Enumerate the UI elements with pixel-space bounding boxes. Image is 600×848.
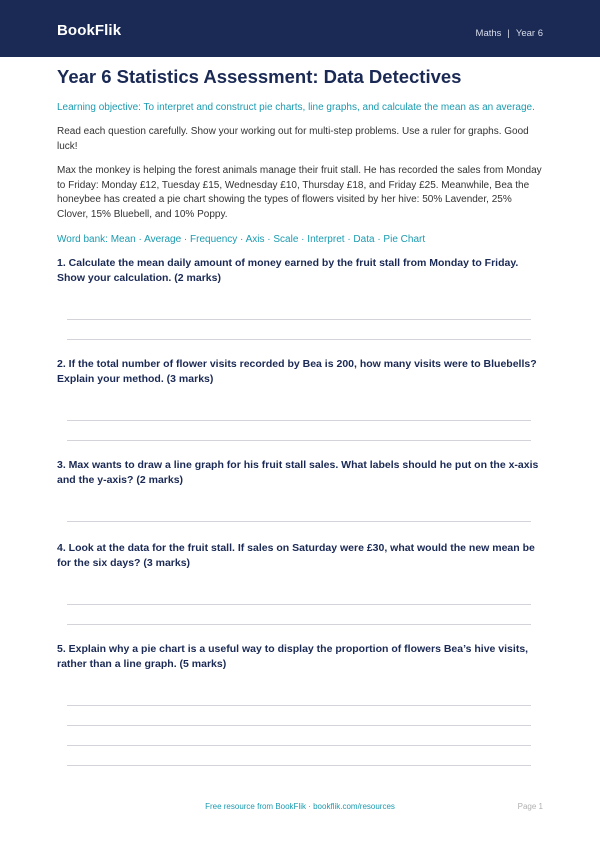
footer-link[interactable]: Free resource from BookFlik · bookflik.com/resources <box>205 802 395 811</box>
question-4-text: 4. Look at the data for the fruit stall. If sales on Saturday were £30, what would the new mean be for the six days? (3 marks) <box>57 542 535 569</box>
scenario-text: Max the monkey is helping the forest animals manage their fruit stall. He has recorded the sales from Monday to Friday: Monday £12, Tuesday £15, Wednesday £10, Thursday £18, and Friday £25. Meanwhile, Bea the honeybee has created a pie chart showing the types of flowers visited by her hive: 50% Lavender, 25% Clover, 15% Bluebell, and 10% Poppy. <box>57 165 542 220</box>
page-footer <box>0 802 600 816</box>
meta-separator: | <box>507 28 510 39</box>
answer-line[interactable] <box>67 765 531 766</box>
answer-line[interactable] <box>67 319 531 320</box>
instructions: Read each question carefully. Show your working out for multi-step problems. Use a ruler for graphs. Good luck! <box>57 126 529 152</box>
question-5-text: 5. Explain why a pie chart is a useful way to display the proportion of flowers Bea’s hive visits, rather than a line graph. (5 marks) <box>57 643 529 670</box>
answer-line[interactable] <box>67 705 531 706</box>
question-2-text: 2. If the total number of flower visits recorded by Bea is 200, how many visits were to Bluebells? Explain your method. (3 marks) <box>57 358 537 385</box>
brand-logo: BookFlik <box>57 22 122 39</box>
word-bank: Word bank: Mean · Average · Frequency · Axis · Scale · Interpret · Data · Pie Chart <box>57 234 426 245</box>
question-1-text: 1. Calculate the mean daily amount of money earned by the fruit stall from Monday to Friday. Show your calculation. (2 marks) <box>57 257 519 284</box>
learning-objective: Learning objective: To interpret and construct pie charts, line graphs, and calculate the mean as an average. <box>57 102 535 113</box>
answer-line[interactable] <box>67 440 531 441</box>
answer-line[interactable] <box>67 725 531 726</box>
subject-label: Maths <box>475 28 502 39</box>
answer-line[interactable] <box>67 745 531 746</box>
page-number: Page 1 <box>517 802 543 811</box>
header-meta <box>476 28 543 39</box>
question-3-text: 3. Max wants to draw a line graph for his fruit stall sales. What labels should he put on the x-axis and the y-axis? (2 marks) <box>57 459 539 486</box>
answer-line[interactable] <box>67 624 531 625</box>
answer-line[interactable] <box>67 521 531 522</box>
answer-line[interactable] <box>67 604 531 605</box>
page-title: Year 6 Statistics Assessment: Data Detectives <box>57 66 462 87</box>
year-label: Year 6 <box>515 28 543 39</box>
question-1 <box>57 256 543 286</box>
question-5 <box>57 642 543 672</box>
question-4 <box>57 541 543 571</box>
answer-line[interactable] <box>67 420 531 421</box>
page-header <box>0 0 600 57</box>
answer-line[interactable] <box>67 339 531 340</box>
question-3 <box>57 458 543 488</box>
intro-section <box>57 66 543 247</box>
question-2 <box>57 357 543 387</box>
